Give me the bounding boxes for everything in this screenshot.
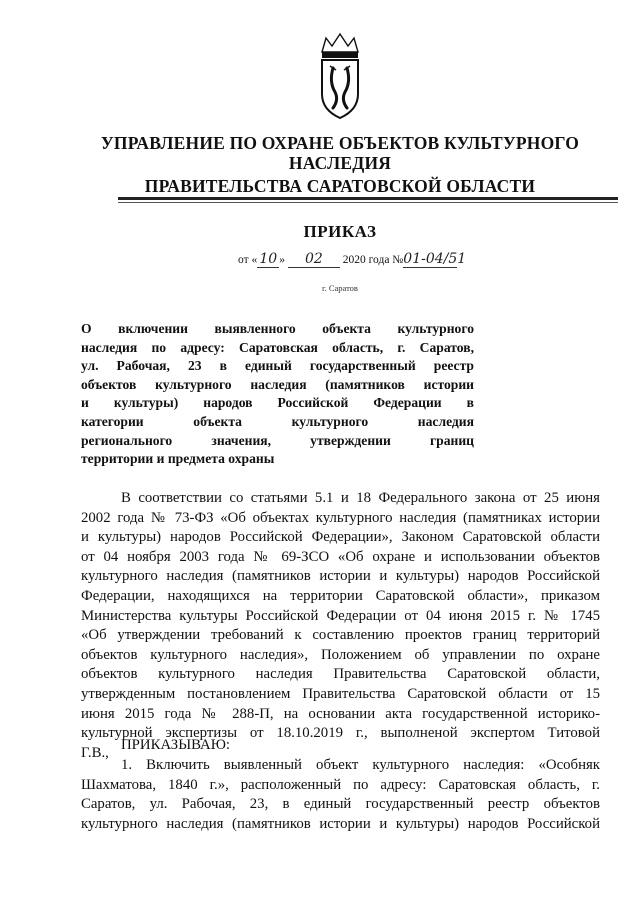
paragraph-line: Саратов, ул. Рабочая, 23, в единый государственный реестр объектов	[81, 796, 600, 813]
organization-name-line-2: НАСЛЕДИЯ	[288, 153, 392, 173]
subject-line: регионального значения, утверждении границ	[81, 432, 474, 448]
subject-line: территории и предмета охраны	[81, 451, 275, 467]
subject-line: объектов культурного наследия (памятников истории	[81, 376, 474, 392]
header-divider-thick	[118, 197, 618, 200]
paragraph-line: и культуры) народов Российской Федерации», Законом Саратовской области	[81, 529, 600, 546]
paragraph-line: Федерации, находящихся на территории Саратовской области», приказом	[81, 587, 600, 604]
subject-line: наследия по адресу: Саратовская область, г. Саратов,	[81, 339, 474, 355]
item-1-paragraph	[81, 756, 600, 834]
paragraph-line: культурного наследия (памятников истории и культуры) народов Российской	[81, 568, 600, 585]
document-title: ПРИКАЗ	[303, 222, 377, 241]
saratov-coat-of-arms-icon	[318, 32, 362, 122]
organization-name-line-1: УПРАВЛЕНИЕ ПО ОХРАНЕ ОБЪЕКТОВ КУЛЬТУРНОГО	[100, 133, 580, 153]
organization-name-line-3: ПРАВИТЕЛЬСТВА САРАТОВСКОЙ ОБЛАСТИ	[144, 176, 536, 196]
order-subject	[81, 320, 474, 469]
paragraph-line: В соответствии со статьями 5.1 и 18 Федерального закона от 25 июня	[121, 490, 600, 506]
paragraph-line: Г.В.,	[81, 744, 109, 761]
paragraph-line: культурной экспертизы от 18.10.2019 г., выполненой экспертом Титовой	[81, 725, 600, 742]
paragraph-line: июня 2015 года № 288-П, на основании акта государственной историко-	[81, 705, 600, 722]
subject-line: О включении выявленного объекта культурного	[81, 321, 474, 336]
subject-line: и культуры) народов Российской Федерации в	[81, 395, 474, 411]
paragraph-line: объектов культурного наследия», Положением об управлении по охране	[81, 646, 600, 663]
decree-word: ПРИКАЗЫВАЮ:	[121, 737, 231, 753]
paragraph-line: Министерства культуры Российской Федерации от 04 июня 2015 г. № 1745	[81, 607, 600, 624]
paragraph-line: Шахматова, 1840 г.», расположенный по адресу: Саратовская область, г.	[81, 776, 600, 793]
date-year: 2020 года №	[342, 254, 404, 266]
paragraph-line: объектов культурного наследия Правительства Саратовской области,	[81, 666, 600, 683]
paragraph-line: «Об утверждении требований к составлению проектов границ территорий	[81, 627, 600, 644]
preamble-paragraph	[81, 489, 600, 763]
order-date-line	[238, 251, 467, 268]
paragraph-line: от 04 ноября 2003 года № 69-ЗСО «Об охране и использовании объектов	[81, 548, 600, 565]
paragraph-line: 1. Включить выявленный объект культурного наследия: «Особняк	[121, 757, 600, 773]
date-prefix: от «	[238, 254, 258, 266]
subject-line: категории объекта культурного наследия	[81, 413, 474, 429]
header-divider-thin	[118, 202, 618, 203]
handwritten-day: 10	[259, 251, 278, 267]
handwritten-order-number: 01-04/51	[403, 251, 467, 267]
subject-line: ул. Рабочая, 23 в единый государственный реестр	[81, 358, 474, 374]
date-mid: »	[279, 254, 285, 266]
paragraph-line: культурного наследия (памятников истории и культуры) народов Российской	[81, 815, 600, 832]
city-name: г. Саратов	[322, 283, 358, 293]
handwritten-month: 02	[304, 251, 323, 267]
paragraph-line: утвержденным постановлением Правительства Саратовской области от 15	[81, 685, 600, 702]
paragraph-line: 2002 года № 73-ФЗ «Об объектах культурного наследия (памятниках истории	[81, 509, 600, 526]
